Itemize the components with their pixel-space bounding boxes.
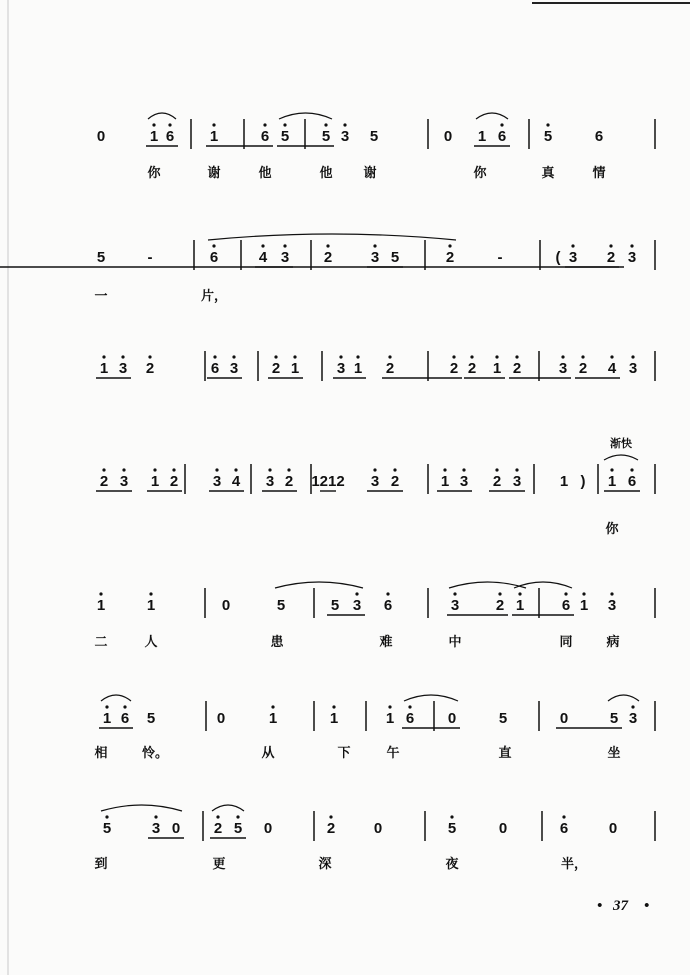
note: 0 xyxy=(96,128,106,145)
octave-dot xyxy=(123,705,126,708)
note: 0 xyxy=(608,820,618,837)
note: 2 xyxy=(467,360,477,377)
lyric: 午 xyxy=(386,746,400,761)
octave-dot xyxy=(172,468,175,471)
note: 5 xyxy=(390,249,400,266)
octave-dot xyxy=(582,592,585,595)
octave-dot xyxy=(105,815,108,818)
octave-dot xyxy=(386,592,389,595)
note: 5 xyxy=(280,128,290,145)
note: 2 xyxy=(271,360,281,377)
note: 5 xyxy=(609,710,619,727)
note: 6 xyxy=(165,128,175,145)
note: 6 xyxy=(594,128,604,145)
note: 0 xyxy=(498,820,508,837)
note: 5 xyxy=(369,128,379,145)
octave-dot xyxy=(152,123,155,126)
slur xyxy=(404,695,458,701)
note: 6 xyxy=(210,360,220,377)
note: 1 xyxy=(440,473,450,490)
note: 1 xyxy=(353,360,363,377)
note: 1 xyxy=(209,128,219,145)
lyric: 谢 xyxy=(363,166,377,181)
note: 1 xyxy=(492,360,502,377)
note: 1212 xyxy=(311,473,345,490)
octave-dot xyxy=(373,244,376,247)
lyric: 半， xyxy=(560,857,588,872)
note: 3 xyxy=(627,249,637,266)
octave-dot xyxy=(234,468,237,471)
octave-dot xyxy=(609,244,612,247)
lyric: 到 xyxy=(94,857,108,872)
note: 1 xyxy=(268,710,278,727)
octave-dot xyxy=(515,355,518,358)
octave-dot xyxy=(105,705,108,708)
note: 5 xyxy=(330,597,340,614)
lyric: 他 xyxy=(319,166,333,181)
note: 2 xyxy=(284,473,294,490)
note: 2 xyxy=(449,360,459,377)
lyric: 深 xyxy=(318,857,332,872)
note: 0 xyxy=(216,710,226,727)
octave-dot xyxy=(408,705,411,708)
note: 0 xyxy=(447,710,457,727)
octave-dot xyxy=(631,705,634,708)
note: 3 xyxy=(568,249,578,266)
lyric: 他 xyxy=(258,166,272,181)
octave-dot xyxy=(518,592,521,595)
note: 6 xyxy=(209,249,219,266)
tempo-mark: 渐快 xyxy=(610,437,632,450)
octave-dot xyxy=(581,355,584,358)
note: 5 xyxy=(102,820,112,837)
note: 3 xyxy=(370,473,380,490)
octave-dot xyxy=(212,244,215,247)
note: 3 xyxy=(265,473,275,490)
note: 0 xyxy=(221,597,231,614)
lyric: 二 xyxy=(94,635,108,650)
lyric: 一 xyxy=(94,289,108,304)
octave-dot xyxy=(287,468,290,471)
octave-dot xyxy=(561,355,564,358)
octave-dot xyxy=(453,592,456,595)
note: 6 xyxy=(260,128,270,145)
note: 2 xyxy=(326,820,336,837)
note: 5 xyxy=(276,597,286,614)
slur xyxy=(275,582,363,588)
octave-dot xyxy=(452,355,455,358)
note: 6 xyxy=(120,710,130,727)
note: 3 xyxy=(151,820,161,837)
note: 0 xyxy=(559,710,569,727)
octave-dot xyxy=(329,815,332,818)
note: 1 xyxy=(515,597,525,614)
lyric: 情 xyxy=(592,166,606,181)
lyric: 同 xyxy=(559,635,573,650)
octave-dot xyxy=(154,815,157,818)
slur xyxy=(101,805,182,811)
note: 3 xyxy=(336,360,346,377)
note: 6 xyxy=(405,710,415,727)
note: 3 xyxy=(340,128,350,145)
page-number-prefix: • xyxy=(597,898,603,914)
note: 3 xyxy=(628,360,638,377)
note: 2 xyxy=(390,473,400,490)
octave-dot xyxy=(232,355,235,358)
lyric: 真 xyxy=(541,166,555,181)
slur xyxy=(212,805,244,811)
octave-dot xyxy=(283,123,286,126)
note: 2 xyxy=(512,360,522,377)
octave-dot xyxy=(122,468,125,471)
octave-dot xyxy=(283,244,286,247)
octave-dot xyxy=(168,123,171,126)
note: 6 xyxy=(561,597,571,614)
note: 6 xyxy=(627,473,637,490)
note: 5 xyxy=(543,128,553,145)
octave-dot xyxy=(324,123,327,126)
slur xyxy=(208,234,456,240)
octave-dot xyxy=(356,355,359,358)
slur xyxy=(279,113,332,119)
octave-dot xyxy=(562,815,565,818)
octave-dot xyxy=(610,592,613,595)
lyric: 患 xyxy=(270,635,284,650)
lyric: 病 xyxy=(606,635,620,650)
note: 3 xyxy=(607,597,617,614)
note: 0 xyxy=(263,820,273,837)
note: 3 xyxy=(229,360,239,377)
note: 1 xyxy=(150,473,160,490)
octave-dot xyxy=(274,355,277,358)
note: 1 xyxy=(579,597,589,614)
note: 3 xyxy=(118,360,128,377)
note: 3 xyxy=(119,473,129,490)
octave-dot xyxy=(388,705,391,708)
slur xyxy=(148,113,176,119)
octave-dot xyxy=(546,123,549,126)
octave-dot xyxy=(610,355,613,358)
lyric: 相 xyxy=(94,746,108,761)
octave-dot xyxy=(102,468,105,471)
tempo-slur xyxy=(604,455,638,460)
octave-dot xyxy=(236,815,239,818)
note: 0 xyxy=(443,128,453,145)
slur xyxy=(608,695,639,701)
octave-dot xyxy=(343,123,346,126)
note: 5 xyxy=(321,128,331,145)
lyric: 更 xyxy=(212,857,226,872)
note: - xyxy=(147,249,153,266)
octave-dot xyxy=(216,815,219,818)
slur xyxy=(449,582,526,588)
note: 4 xyxy=(231,473,241,490)
note: 3 xyxy=(512,473,522,490)
octave-dot xyxy=(630,468,633,471)
octave-dot xyxy=(373,468,376,471)
note: 1 xyxy=(290,360,300,377)
octave-dot xyxy=(213,355,216,358)
lyric: 下 xyxy=(337,746,351,761)
page-number-suffix: • xyxy=(644,898,650,914)
note: 3 xyxy=(628,710,638,727)
note: 2 xyxy=(495,597,505,614)
note: - xyxy=(497,249,503,266)
lyric: 怜。 xyxy=(141,746,169,761)
lyric: 你 xyxy=(147,166,161,181)
octave-dot xyxy=(610,468,613,471)
note: 2 xyxy=(213,820,223,837)
octave-dot xyxy=(631,355,634,358)
note: 0 xyxy=(373,820,383,837)
octave-dot xyxy=(498,592,501,595)
note: 2 xyxy=(99,473,109,490)
octave-dot xyxy=(470,355,473,358)
octave-dot xyxy=(148,355,151,358)
note: 4 xyxy=(258,249,268,266)
note: 5 xyxy=(96,249,106,266)
note: 6 xyxy=(559,820,569,837)
lyric: 难 xyxy=(379,635,393,650)
lyric: 坐 xyxy=(607,746,621,761)
note: 3 xyxy=(280,249,290,266)
octave-dot xyxy=(450,815,453,818)
octave-dot xyxy=(102,355,105,358)
score-rows xyxy=(0,113,655,872)
octave-dot xyxy=(149,592,152,595)
octave-dot xyxy=(448,244,451,247)
note: 4 xyxy=(607,360,617,377)
note: 5 xyxy=(447,820,457,837)
octave-dot xyxy=(99,592,102,595)
note: 1 xyxy=(607,473,617,490)
page-number: 37 xyxy=(613,898,628,914)
lyric: 直 xyxy=(498,746,512,761)
octave-dot xyxy=(212,123,215,126)
octave-dot xyxy=(121,355,124,358)
note: 2 xyxy=(578,360,588,377)
note: 1 xyxy=(559,473,569,490)
lyric: 夜 xyxy=(445,857,459,872)
lyric: 中 xyxy=(448,635,462,650)
note: 1 xyxy=(99,360,109,377)
note: 1 xyxy=(146,597,156,614)
note: 2 xyxy=(385,360,395,377)
octave-dot xyxy=(332,705,335,708)
slur xyxy=(101,695,131,701)
octave-dot xyxy=(293,355,296,358)
note: 2 xyxy=(492,473,502,490)
lyric: 片， xyxy=(200,289,228,304)
octave-dot xyxy=(462,468,465,471)
note: 1 xyxy=(477,128,487,145)
octave-dot xyxy=(388,355,391,358)
octave-dot xyxy=(495,468,498,471)
note: 3 xyxy=(459,473,469,490)
slur xyxy=(476,113,508,119)
note: 2 xyxy=(445,249,455,266)
lyric: 你 xyxy=(473,166,487,181)
octave-dot xyxy=(153,468,156,471)
octave-dot xyxy=(500,123,503,126)
note: 2 xyxy=(169,473,179,490)
octave-dot xyxy=(393,468,396,471)
note: 2 xyxy=(323,249,333,266)
octave-dot xyxy=(355,592,358,595)
note: 1 xyxy=(102,710,112,727)
lyric: 你 xyxy=(605,522,619,537)
note: 3 xyxy=(370,249,380,266)
lyric: 从 xyxy=(261,746,275,761)
note: 2 xyxy=(145,360,155,377)
octave-dot xyxy=(263,123,266,126)
note: 1 xyxy=(96,597,106,614)
note: 3 xyxy=(212,473,222,490)
note: 3 xyxy=(450,597,460,614)
octave-dot xyxy=(571,244,574,247)
note: 2 xyxy=(606,249,616,266)
note: 6 xyxy=(497,128,507,145)
note: 5 xyxy=(498,710,508,727)
octave-dot xyxy=(630,244,633,247)
octave-dot xyxy=(495,355,498,358)
lyric: 谢 xyxy=(207,166,221,181)
note: 6 xyxy=(383,597,393,614)
octave-dot xyxy=(215,468,218,471)
note: 3 xyxy=(352,597,362,614)
note: 5 xyxy=(146,710,156,727)
octave-dot xyxy=(326,244,329,247)
note: 3 xyxy=(558,360,568,377)
octave-dot xyxy=(261,244,264,247)
octave-dot xyxy=(515,468,518,471)
note: ) xyxy=(580,473,586,490)
note: 5 xyxy=(233,820,243,837)
note: 1 xyxy=(329,710,339,727)
note: ( xyxy=(555,249,561,266)
note: 0 xyxy=(171,820,181,837)
note: 1 xyxy=(385,710,395,727)
octave-dot xyxy=(339,355,342,358)
octave-dot xyxy=(443,468,446,471)
lyric: 人 xyxy=(144,635,158,650)
note: 1 xyxy=(149,128,159,145)
octave-dot xyxy=(268,468,271,471)
octave-dot xyxy=(564,592,567,595)
octave-dot xyxy=(271,705,274,708)
